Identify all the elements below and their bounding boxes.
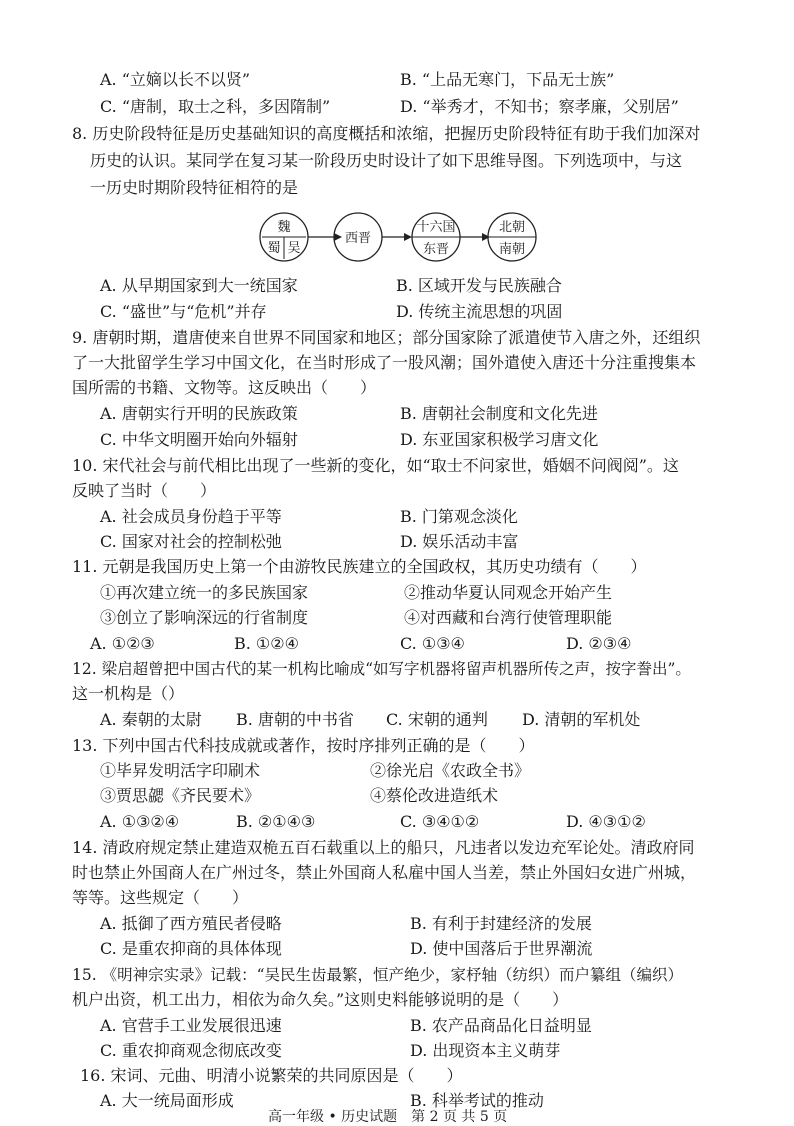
q11-item-2: ②推动华夏认同观念开始产生 [404, 583, 613, 602]
q13-option-d: D. ④③①② [566, 812, 646, 831]
q14-stem-line-1: 14. 清政府规定禁止建造双桅五百石载重以上的船只，凡违者以发边充军论处。清政府同 [72, 838, 695, 857]
q12-stem-line-2: 这一机构是（） [72, 684, 185, 703]
q8-option-d: D. 传统主流思想的巩固 [396, 302, 563, 321]
q11-option-a: A. ①②③ [90, 634, 155, 653]
q13-option-b: B. ②①④③ [236, 812, 316, 831]
q12-option-a: A. 秦朝的太尉 [100, 710, 202, 729]
q8-stem-line-3: 一历史时期阶段特征相符的是 [90, 178, 299, 197]
q9-stem-line-3: 国所需的书籍、文物等。这反映出（ ） [72, 378, 377, 397]
diagram-node-4-bottom: 南朝 [498, 242, 526, 257]
q13-item-3: ③贾思勰《齐民要术》 [100, 786, 261, 805]
q12-option-c: C. 宋朝的通判 [386, 710, 488, 729]
page-footer: 高一年级 • 历史试题 第 2 页 共 5 页 [268, 1109, 508, 1125]
diagram-node-1-top: 魏 [277, 220, 291, 235]
q16-option-b: B. 科举考试的推动 [410, 1091, 544, 1110]
q7-option-c: C. “唐制，取士之科，多因隋制” [100, 97, 331, 116]
q10-option-a: A. 社会成员身份趋于平等 [100, 507, 282, 526]
q10-stem-line-2: 反映了当时（ ） [72, 481, 217, 500]
q10-option-b: B. 门第观念淡化 [400, 507, 518, 526]
diagram-node-3-bottom: 东晋 [422, 242, 450, 257]
q8-option-c: C. “盛世”与“危机”并存 [100, 302, 267, 321]
q14-option-a: A. 抵御了西方殖民者侵略 [100, 914, 282, 933]
diagram-node-3-top: 十六国 [416, 220, 456, 235]
q14-option-b: B. 有利于封建经济的发展 [410, 914, 592, 933]
q7-option-a: A. “立嫡以长不以贤” [100, 70, 251, 89]
q11-option-b: B. ①②④ [234, 634, 299, 653]
q13-item-2: ②徐光启《农政全书》 [370, 761, 531, 780]
q8-option-a: A. 从早期国家到大一统国家 [100, 276, 298, 295]
q11-item-1: ①再次建立统一的多民族国家 [100, 583, 309, 602]
q7-option-b: B. “上品无寒门，下品无士族” [400, 70, 615, 89]
q9-stem-line-1: 9. 唐朝时期，遣唐使来自世界不同国家和地区；部分国家除了派遣使节入唐之外，还组织 [72, 328, 701, 347]
q10-option-d: D. 娱乐活动丰富 [400, 532, 519, 551]
q14-option-d: D. 使中国落后于世界潮流 [410, 939, 593, 958]
q11-item-3: ③创立了影响深远的行省制度 [100, 608, 309, 627]
q12-stem-line-1: 12. 梁启超曾把中国古代的某一机构比喻成“如写字机器将留声机器所传之声，按字誊出”。 [72, 660, 691, 678]
q16-stem-line-1: 16. 宋词、元曲、明清小说繁荣的共同原因是（ ） [80, 1066, 463, 1085]
q8-option-b: B. 区域开发与民族融合 [396, 276, 562, 295]
q13-option-c: C. ③④①② [400, 812, 480, 831]
diagram-node-4-top: 北朝 [498, 220, 526, 235]
q15-option-b: B. 农产品商品化日益明显 [410, 1016, 592, 1035]
q15-stem-line-2: 机户出资，机工出力，相依为命久矣。”这则史料能够说明的是（ ） [72, 990, 569, 1009]
q12-option-d: D. 清朝的军机处 [522, 710, 641, 729]
diagram-node-1-left: 蜀 [267, 241, 281, 256]
q11-stem-line-1: 11. 元朝是我国历史上第一个由游牧民族建立的全国政权，其历史功绩有（ ） [72, 557, 647, 576]
q15-stem-line-1: 15. 《明神宗实录》记载：“吴民生齿最繁，恒产绝少，家杼轴（纺织）而户纂组（编织） [72, 966, 684, 984]
q13-item-4: ④蔡伦改进造纸术 [370, 786, 499, 805]
q8-stem-line-2: 历史的认识。某同学在复习某一阶段历史时设计了如下思维导图。下列选项中，与这 [90, 151, 683, 170]
q9-option-b: B. 唐朝社会制度和文化先进 [400, 404, 598, 423]
q11-item-4: ④对西藏和台湾行使管理职能 [404, 608, 613, 627]
q10-option-c: C. 国家对社会的控制松弛 [100, 532, 282, 551]
q9-option-c: C. 中华文明圈开始向外辐射 [100, 430, 298, 449]
q14-stem-line-2: 时也禁止外国商人在广州过冬，禁止外国商人私雇中国人当差，禁止外国妇女进广州城， [72, 863, 697, 882]
q11-option-d: D. ②③④ [566, 634, 632, 653]
q16-option-a: A. 大一统局面形成 [100, 1091, 234, 1110]
diagram-node-1-right: 吴 [287, 241, 301, 256]
q9-stem-line-2: 了一大批留学生学习中国文化，在当时形成了一股风潮；国外遣使入唐还十分注重搜集本 [72, 353, 697, 372]
q15-option-d: D. 出现资本主义萌芽 [410, 1041, 561, 1060]
q14-option-c: C. 是重农抑商的具体体现 [100, 939, 282, 958]
mind-map-diagram [258, 209, 538, 265]
q13-item-1: ①毕昇发明活字印刷术 [100, 761, 261, 780]
q14-stem-line-3: 等等。这些规定（ ） [72, 888, 249, 907]
q9-option-a: A. 唐朝实行开明的民族政策 [100, 404, 298, 423]
diagram-node-2-label: 西晋 [344, 231, 372, 246]
q10-stem-line-1: 10. 宋代社会与前代相比出现了一些新的变化，如“取士不问家世，婚姻不问阀阅”。这 [72, 456, 679, 475]
q9-option-d: D. 东亚国家积极学习唐文化 [400, 430, 599, 449]
q13-stem-line-1: 13. 下列中国古代科技成就或著作，按时序排列正确的是（ ） [72, 736, 535, 755]
q7-option-d: D. “举秀才，不知书；察孝廉，父别居” [400, 97, 679, 116]
q8-stem-line-1: 8. 历史阶段特征是历史基础知识的高度概括和浓缩，把握历史阶段特征有助于我们加深对 [72, 124, 701, 143]
q12-option-b: B. 唐朝的中书省 [236, 710, 354, 729]
q15-option-c: C. 重农抑商观念彻底改变 [100, 1041, 282, 1060]
q11-option-c: C. ①③④ [400, 634, 465, 653]
q15-option-a: A. 官营手工业发展很迅速 [100, 1016, 282, 1035]
q13-option-a: A. ①③②④ [100, 812, 180, 831]
